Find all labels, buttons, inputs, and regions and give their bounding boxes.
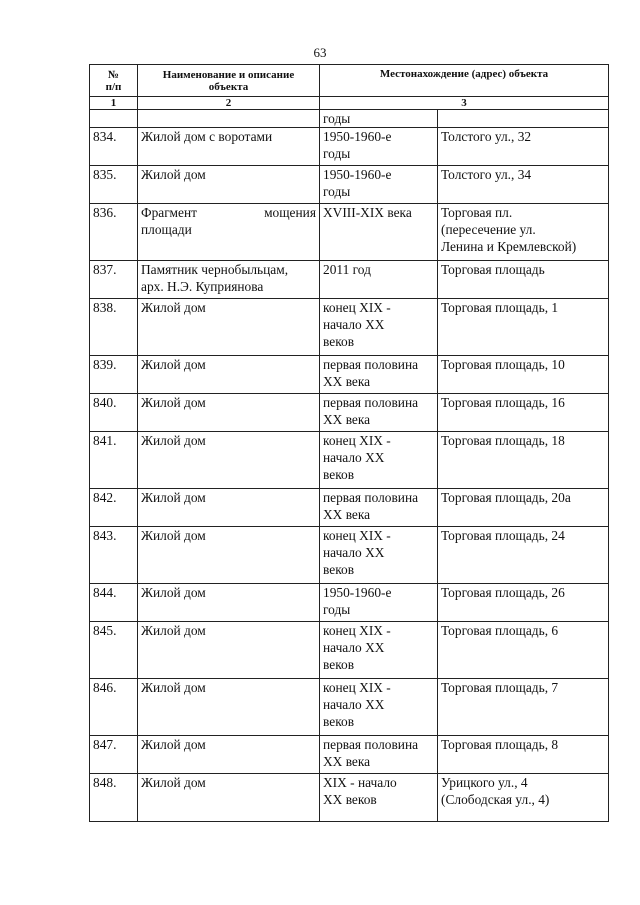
object-address-line: Торговая площадь: [441, 262, 545, 277]
table-row: [90, 489, 609, 527]
table-index-row: [90, 97, 609, 110]
object-date-line: XX веков: [323, 792, 377, 807]
object-address-line: (Слободская ул., 4): [441, 792, 550, 807]
object-name-line: Фрагмент мощения: [141, 205, 316, 220]
row-number: 848.: [90, 774, 138, 822]
object-name-line: Жилой дом: [141, 737, 206, 752]
header-name-description: Наименование и описание объекта: [138, 65, 320, 97]
index-2: 2: [138, 97, 320, 110]
object-name-line: Жилой дом: [141, 528, 206, 543]
object-date-line: 1950-1960-е: [323, 129, 392, 144]
object-address: [438, 622, 609, 679]
object-address-line: Ленина и Кремлевской): [441, 239, 577, 254]
object-date-line: конец XIX -: [323, 300, 391, 315]
object-date: [320, 166, 438, 204]
name-cell: [138, 110, 320, 128]
row-number: 843.: [90, 527, 138, 584]
object-address: [438, 128, 609, 166]
object-date-line: 2011 год: [323, 262, 371, 277]
date-cell: годы: [320, 110, 438, 128]
table-row: [90, 128, 609, 166]
object-date-line: первая половина: [323, 490, 419, 505]
row-number: 838.: [90, 299, 138, 356]
object-name-line: Жилой дом: [141, 775, 206, 790]
object-date-line: XX века: [323, 374, 371, 389]
row-number: 840.: [90, 394, 138, 432]
object-address: [438, 204, 609, 261]
continuation-row: [90, 110, 609, 128]
object-name: [138, 584, 320, 622]
page-number: 63: [313, 45, 327, 60]
object-name: [138, 527, 320, 584]
object-date: [320, 394, 438, 432]
table-row: [90, 394, 609, 432]
object-date: [320, 774, 438, 822]
object-address: [438, 736, 609, 774]
object-name-line: Жилой дом: [141, 357, 206, 372]
object-name: [138, 261, 320, 299]
row-number: 841.: [90, 432, 138, 489]
object-address-line: Торговая площадь, 20а: [441, 490, 571, 505]
object-name-line: Жилой дом: [141, 300, 206, 315]
object-name: [138, 432, 320, 489]
object-address-line: (пересечение ул.: [441, 222, 536, 237]
object-address: [438, 166, 609, 204]
object-date-line: первая половина: [323, 395, 419, 410]
object-name: [138, 736, 320, 774]
object-address-line: Торговая площадь, 18: [441, 433, 565, 448]
object-name: [138, 679, 320, 736]
table-header-row: [90, 65, 609, 97]
table-row: [90, 261, 609, 299]
object-address: [438, 261, 609, 299]
row-number: 842.: [90, 489, 138, 527]
row-number: 835.: [90, 166, 138, 204]
object-date-line: конец XIX -: [323, 623, 391, 638]
row-number: 837.: [90, 261, 138, 299]
object-date: [320, 736, 438, 774]
object-address: [438, 299, 609, 356]
object-date-line: веков: [323, 562, 355, 577]
object-name: [138, 204, 320, 261]
table-row: [90, 622, 609, 679]
table-row: [90, 204, 609, 261]
object-date: [320, 584, 438, 622]
object-date-line: веков: [323, 334, 355, 349]
address-cell: [438, 110, 609, 128]
object-date-line: XX века: [323, 754, 371, 769]
object-date: [320, 356, 438, 394]
monuments-table: [89, 64, 609, 822]
header-number: № п/п: [90, 65, 138, 97]
object-name: [138, 128, 320, 166]
object-address-line: Толстого ул., 34: [441, 167, 532, 182]
table-row: [90, 584, 609, 622]
object-name: [138, 489, 320, 527]
object-name: [138, 299, 320, 356]
object-date-line: годы: [323, 146, 351, 161]
table-row: [90, 774, 609, 822]
object-name-line: Жилой дом: [141, 490, 206, 505]
object-date-line: 1950-1960-е: [323, 167, 392, 182]
object-name: [138, 166, 320, 204]
table-row: [90, 736, 609, 774]
num-cell: [90, 110, 138, 128]
object-name-line: Жилой дом: [141, 680, 206, 695]
table-row: [90, 356, 609, 394]
table-row: [90, 299, 609, 356]
object-date-line: веков: [323, 657, 355, 672]
object-date-line: начало XX: [323, 697, 385, 712]
object-date: [320, 432, 438, 489]
row-number: 847.: [90, 736, 138, 774]
object-address-line: Урицкого ул., 4: [441, 775, 528, 790]
object-date-line: XX века: [323, 412, 371, 427]
object-address: [438, 489, 609, 527]
object-address: [438, 774, 609, 822]
object-address-line: Торговая площадь, 7: [441, 680, 559, 695]
object-name: [138, 394, 320, 432]
object-name-line: Жилой дом: [141, 433, 206, 448]
object-date-line: веков: [323, 467, 355, 482]
object-date-line: конец XIX -: [323, 433, 391, 448]
index-3: 3: [320, 97, 609, 110]
object-date-line: годы: [323, 184, 351, 199]
object-date-line: начало XX: [323, 317, 385, 332]
object-address: [438, 679, 609, 736]
object-address-line: Торговая площадь, 8: [441, 737, 559, 752]
object-name-line: Памятник чернобыльцам,: [141, 262, 289, 277]
object-name-line: Жилой дом: [141, 167, 206, 182]
object-date: [320, 679, 438, 736]
object-date-line: XVIII-XIX века: [323, 205, 412, 220]
row-number: 844.: [90, 584, 138, 622]
object-date-line: конец XIX -: [323, 528, 391, 543]
object-date-line: первая половина: [323, 357, 419, 372]
object-name-line: Жилой дом: [141, 623, 206, 638]
table-row: [90, 679, 609, 736]
object-date-line: начало XX: [323, 640, 385, 655]
object-date-line: годы: [323, 602, 351, 617]
object-address: [438, 432, 609, 489]
object-date-line: 1950-1960-е: [323, 585, 392, 600]
object-address-line: Торговая площадь, 26: [441, 585, 565, 600]
object-name-line: Жилой дом: [141, 395, 206, 410]
object-date-line: конец XIX -: [323, 680, 391, 695]
object-address-line: Торговая площадь, 24: [441, 528, 565, 543]
object-address-line: Торговая площадь, 1: [441, 300, 559, 315]
row-number: 836.: [90, 204, 138, 261]
row-number: 846.: [90, 679, 138, 736]
table-row: [90, 527, 609, 584]
object-name-line: площади: [141, 222, 192, 237]
object-date: [320, 489, 438, 527]
object-date: [320, 204, 438, 261]
table-row: [90, 432, 609, 489]
object-address: [438, 527, 609, 584]
row-number: 839.: [90, 356, 138, 394]
index-1: 1: [90, 97, 138, 110]
object-date-line: начало XX: [323, 545, 385, 560]
object-name-line: Жилой дом с воротами: [141, 129, 273, 144]
object-name: [138, 622, 320, 679]
object-date-line: XIX - начало: [323, 775, 397, 790]
row-number: 834.: [90, 128, 138, 166]
table-row: [90, 166, 609, 204]
object-address-line: Торговая площадь, 16: [441, 395, 565, 410]
object-date: [320, 261, 438, 299]
object-address-line: Толстого ул., 32: [441, 129, 532, 144]
object-date: [320, 527, 438, 584]
object-address: [438, 584, 609, 622]
object-date: [320, 128, 438, 166]
object-address-line: Торговая площадь, 10: [441, 357, 565, 372]
object-address: [438, 394, 609, 432]
object-date-line: первая половина: [323, 737, 419, 752]
row-number: 845.: [90, 622, 138, 679]
header-location: Местонахождение (адрес) объекта: [320, 65, 609, 97]
object-name-line: Жилой дом: [141, 585, 206, 600]
object-name-line: арх. Н.Э. Куприянова: [141, 279, 264, 294]
object-date: [320, 299, 438, 356]
object-date: [320, 622, 438, 679]
object-date-line: веков: [323, 714, 355, 729]
object-date-line: XX века: [323, 507, 371, 522]
object-name: [138, 356, 320, 394]
object-name: [138, 774, 320, 822]
object-address-line: Торговая площадь, 6: [441, 623, 559, 638]
object-date-line: начало XX: [323, 450, 385, 465]
object-address: [438, 356, 609, 394]
object-address-line: Торговая пл.: [441, 205, 513, 220]
